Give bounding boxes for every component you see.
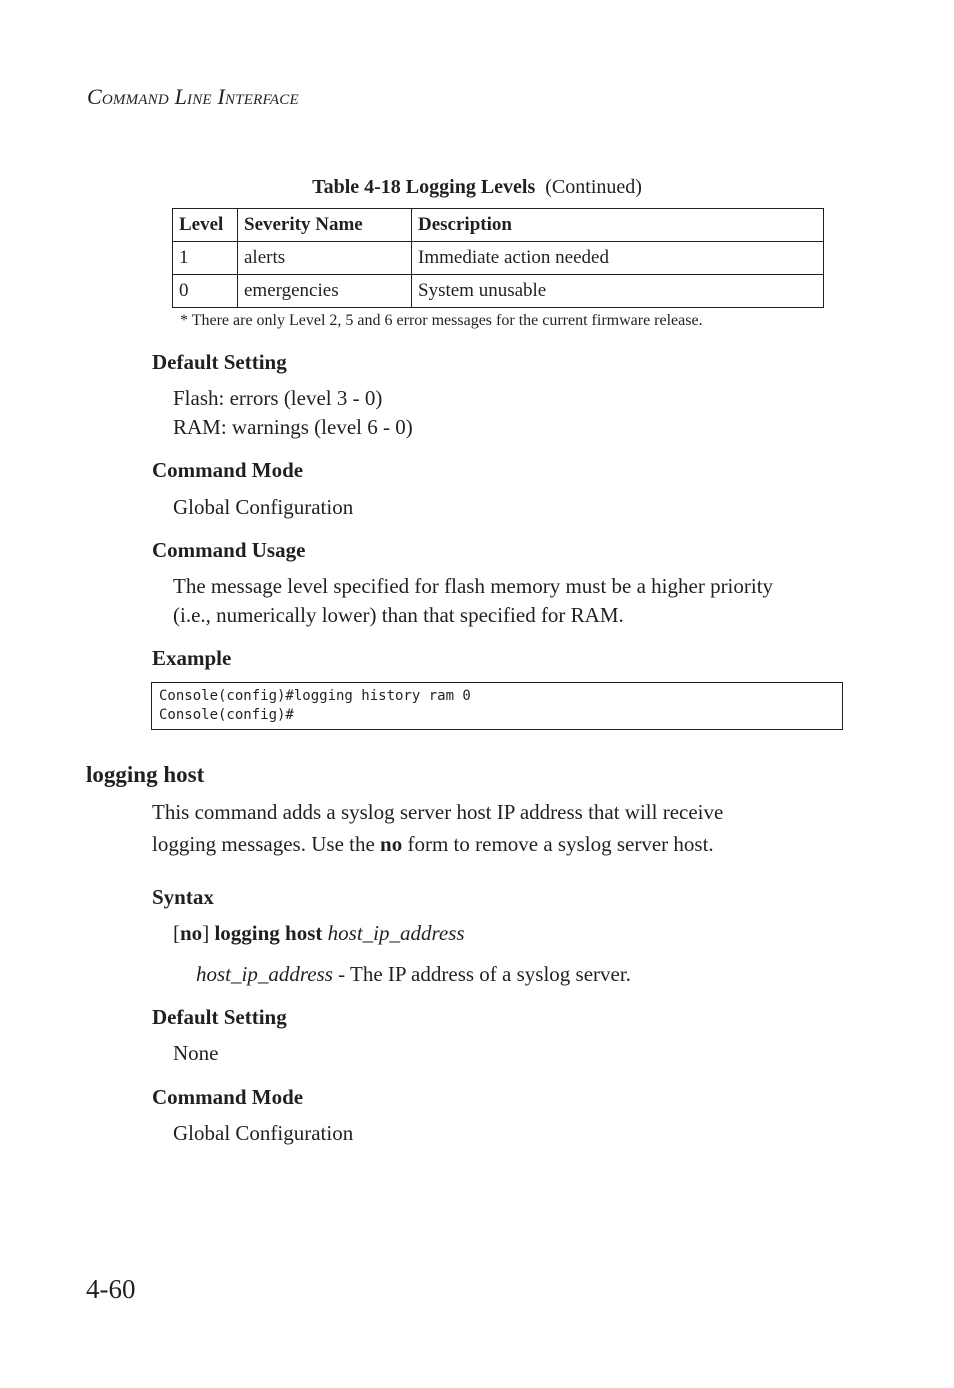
default-setting-heading: Default Setting bbox=[152, 350, 287, 374]
default-setting-line: Flash: errors (level 3 - 0) bbox=[173, 386, 383, 410]
command-mode-heading: Command Mode bbox=[152, 1085, 304, 1109]
syntax-command: logging host bbox=[214, 921, 323, 945]
command-mode-value: Global Configuration bbox=[173, 1121, 354, 1145]
column-header: Level bbox=[173, 209, 238, 242]
section-title: logging host bbox=[86, 762, 205, 787]
intro-text: logging messages. Use the bbox=[152, 832, 381, 856]
table-cell: emergencies bbox=[238, 275, 412, 308]
page-number: 4-60 bbox=[86, 1274, 136, 1304]
default-setting-heading: Default Setting bbox=[152, 1005, 287, 1029]
syntax-bracket: ] bbox=[202, 921, 215, 945]
default-setting-line: RAM: warnings (level 6 - 0) bbox=[173, 415, 413, 439]
intro-line bbox=[152, 832, 714, 857]
syntax-bracket: [ bbox=[173, 921, 180, 945]
no-keyword: no bbox=[380, 832, 403, 856]
syntax-parameter: host_ip_address bbox=[327, 921, 465, 945]
example-heading: Example bbox=[152, 646, 232, 670]
logging-levels-table bbox=[172, 208, 824, 308]
column-header: Severity Name bbox=[238, 209, 412, 242]
table-footnote: * There are only Level 2, 5 and 6 error messages for the current firmware release. bbox=[180, 312, 703, 329]
table-cell: Immediate action needed bbox=[412, 242, 824, 275]
command-mode-heading: Command Mode bbox=[152, 458, 304, 482]
command-usage-line: (i.e., numerically lower) than that specified for RAM. bbox=[173, 603, 624, 627]
table-caption bbox=[0, 176, 954, 199]
default-setting-value: None bbox=[173, 1041, 219, 1065]
table-caption-suffix: (Continued) bbox=[545, 176, 642, 198]
syntax-heading: Syntax bbox=[152, 885, 214, 909]
parameter-line bbox=[196, 962, 631, 987]
table-row bbox=[173, 242, 824, 275]
command-usage-line: The message level specified for flash memory must be a higher priority bbox=[173, 574, 774, 598]
table-cell: alerts bbox=[238, 242, 412, 275]
running-head: Command Line Interface bbox=[87, 84, 299, 109]
syntax-no: no bbox=[180, 921, 203, 945]
intro-text: form to remove a syslog server host. bbox=[402, 832, 714, 856]
example-code-block: Console(config)#logging history ram 0 Console(config)# bbox=[151, 682, 843, 730]
intro-line: This command adds a syslog server host IP address that will receive bbox=[152, 800, 724, 824]
table-header-row bbox=[173, 209, 824, 242]
table-cell: 0 bbox=[173, 275, 238, 308]
table-caption-label: Table 4-18 Logging Levels bbox=[312, 176, 536, 198]
parameter-name: host_ip_address bbox=[196, 962, 333, 986]
syntax-line bbox=[173, 921, 465, 946]
column-header: Description bbox=[412, 209, 824, 242]
table-cell: System unusable bbox=[412, 275, 824, 308]
table-cell: 1 bbox=[173, 242, 238, 275]
parameter-description: - The IP address of a syslog server. bbox=[332, 962, 631, 986]
command-mode-value: Global Configuration bbox=[173, 495, 354, 519]
command-usage-heading: Command Usage bbox=[152, 538, 306, 562]
table-row bbox=[173, 275, 824, 308]
